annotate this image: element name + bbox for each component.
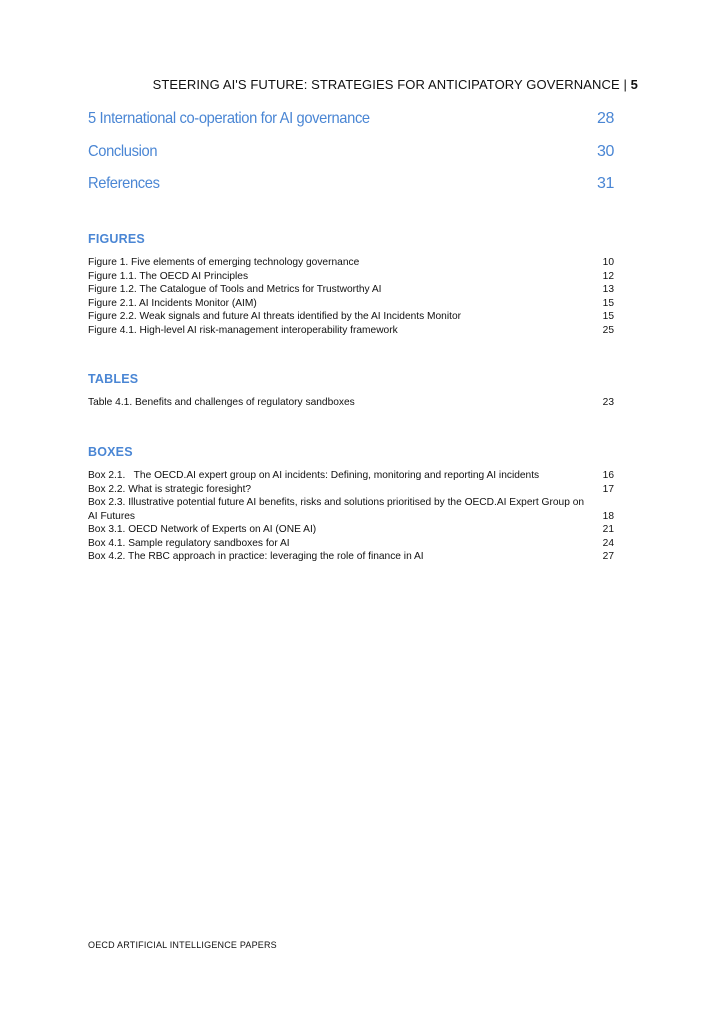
toc-chapter-page: 28 bbox=[597, 110, 614, 127]
chapter-list bbox=[88, 110, 614, 208]
toc-box-entry[interactable] bbox=[88, 550, 614, 564]
entry-page: 12 bbox=[602, 270, 614, 282]
toc-chapter-page: 30 bbox=[597, 142, 614, 160]
entry-page: 23 bbox=[602, 397, 614, 408]
toc-chapter-entry[interactable] bbox=[88, 110, 614, 143]
entry-page: 25 bbox=[602, 324, 614, 336]
entry-page: 17 bbox=[602, 483, 614, 495]
toc-figure-entry[interactable] bbox=[88, 256, 614, 270]
figures-section bbox=[88, 232, 614, 337]
entry-title: Figure 2.1. AI Incidents Monitor (AIM) bbox=[88, 297, 257, 309]
running-footer: OECD ARTIFICIAL INTELLIGENCE PAPERS bbox=[88, 940, 277, 950]
entry-page: 27 bbox=[602, 551, 614, 562]
entry-page: 16 bbox=[602, 470, 614, 481]
entry-page: 18 bbox=[602, 510, 614, 522]
entry-title: Box 2.2. What is strategic foresight? bbox=[88, 483, 252, 495]
entry-title: Box 4.2. The RBC approach in practice: leveraging the role of finance in AI bbox=[88, 551, 424, 562]
toc-chapter-title: Conclusion bbox=[88, 142, 158, 160]
entry-title: Table 4.1. Benefits and challenges of regulatory sandboxes bbox=[88, 397, 355, 408]
toc-chapter-page: 31 bbox=[597, 175, 614, 192]
entry-title: Box 3.1. OECD Network of Experts on AI (ONE AI) bbox=[88, 524, 317, 535]
tables-section bbox=[88, 372, 614, 410]
toc-box-entry[interactable] bbox=[88, 496, 614, 523]
boxes-section bbox=[88, 445, 614, 564]
figures-heading: FIGURES bbox=[88, 232, 145, 246]
entry-page: 15 bbox=[602, 311, 614, 322]
toc-chapter-entry[interactable] bbox=[88, 143, 614, 176]
entry-page: 10 bbox=[602, 257, 614, 268]
toc-chapter-entry[interactable] bbox=[88, 175, 614, 208]
toc-chapter-title: 5 International co-operation for AI governance bbox=[88, 110, 370, 127]
boxes-heading: BOXES bbox=[88, 445, 133, 459]
toc-figure-entry[interactable] bbox=[88, 283, 614, 297]
tables-heading: TABLES bbox=[88, 372, 139, 386]
entry-title: Figure 2.2. Weak signals and future AI threats identified by the AI Incidents Monitor bbox=[88, 311, 461, 322]
entry-title: Box 4.1. Sample regulatory sandboxes for AI bbox=[88, 537, 290, 549]
toc-box-entry[interactable] bbox=[88, 523, 614, 537]
header-title: STEERING AI'S FUTURE: STRATEGIES FOR ANTICIPATORY GOVERNANCE | bbox=[152, 77, 631, 92]
entry-page: 21 bbox=[602, 524, 614, 535]
toc-figure-entry[interactable] bbox=[88, 270, 614, 284]
toc-figure-entry[interactable] bbox=[88, 310, 614, 324]
header-page-number: 5 bbox=[630, 77, 638, 92]
entry-title: Box 2.3. Illustrative potential future AI benefits, risks and solutions prioritised by the OECD.AI Expert Group on AI Futures bbox=[88, 497, 585, 522]
toc-box-entry[interactable] bbox=[88, 537, 614, 551]
toc-chapter-title: References bbox=[88, 175, 160, 192]
toc-box-entry[interactable] bbox=[88, 483, 614, 497]
entry-title: Figure 4.1. High-level AI risk-management interoperability framework bbox=[88, 324, 398, 336]
entry-title: Figure 1. Five elements of emerging technology governance bbox=[88, 257, 360, 268]
entry-page: 15 bbox=[602, 297, 614, 309]
entry-page: 24 bbox=[602, 537, 614, 549]
toc-table-entry[interactable] bbox=[88, 396, 614, 410]
entry-page: 13 bbox=[602, 284, 614, 295]
entry-title: Figure 1.1. The OECD AI Principles bbox=[88, 270, 249, 282]
running-header bbox=[153, 77, 638, 92]
toc-figure-entry[interactable] bbox=[88, 324, 614, 338]
toc-figure-entry[interactable] bbox=[88, 297, 614, 311]
entry-title: Figure 1.2. The Catalogue of Tools and Metrics for Trustworthy AI bbox=[88, 284, 382, 295]
entry-title: Box 2.1. The OECD.AI expert group on AI incidents: Defining, monitoring and reporting AI incidents bbox=[88, 470, 540, 481]
toc-box-entry[interactable] bbox=[88, 469, 614, 483]
